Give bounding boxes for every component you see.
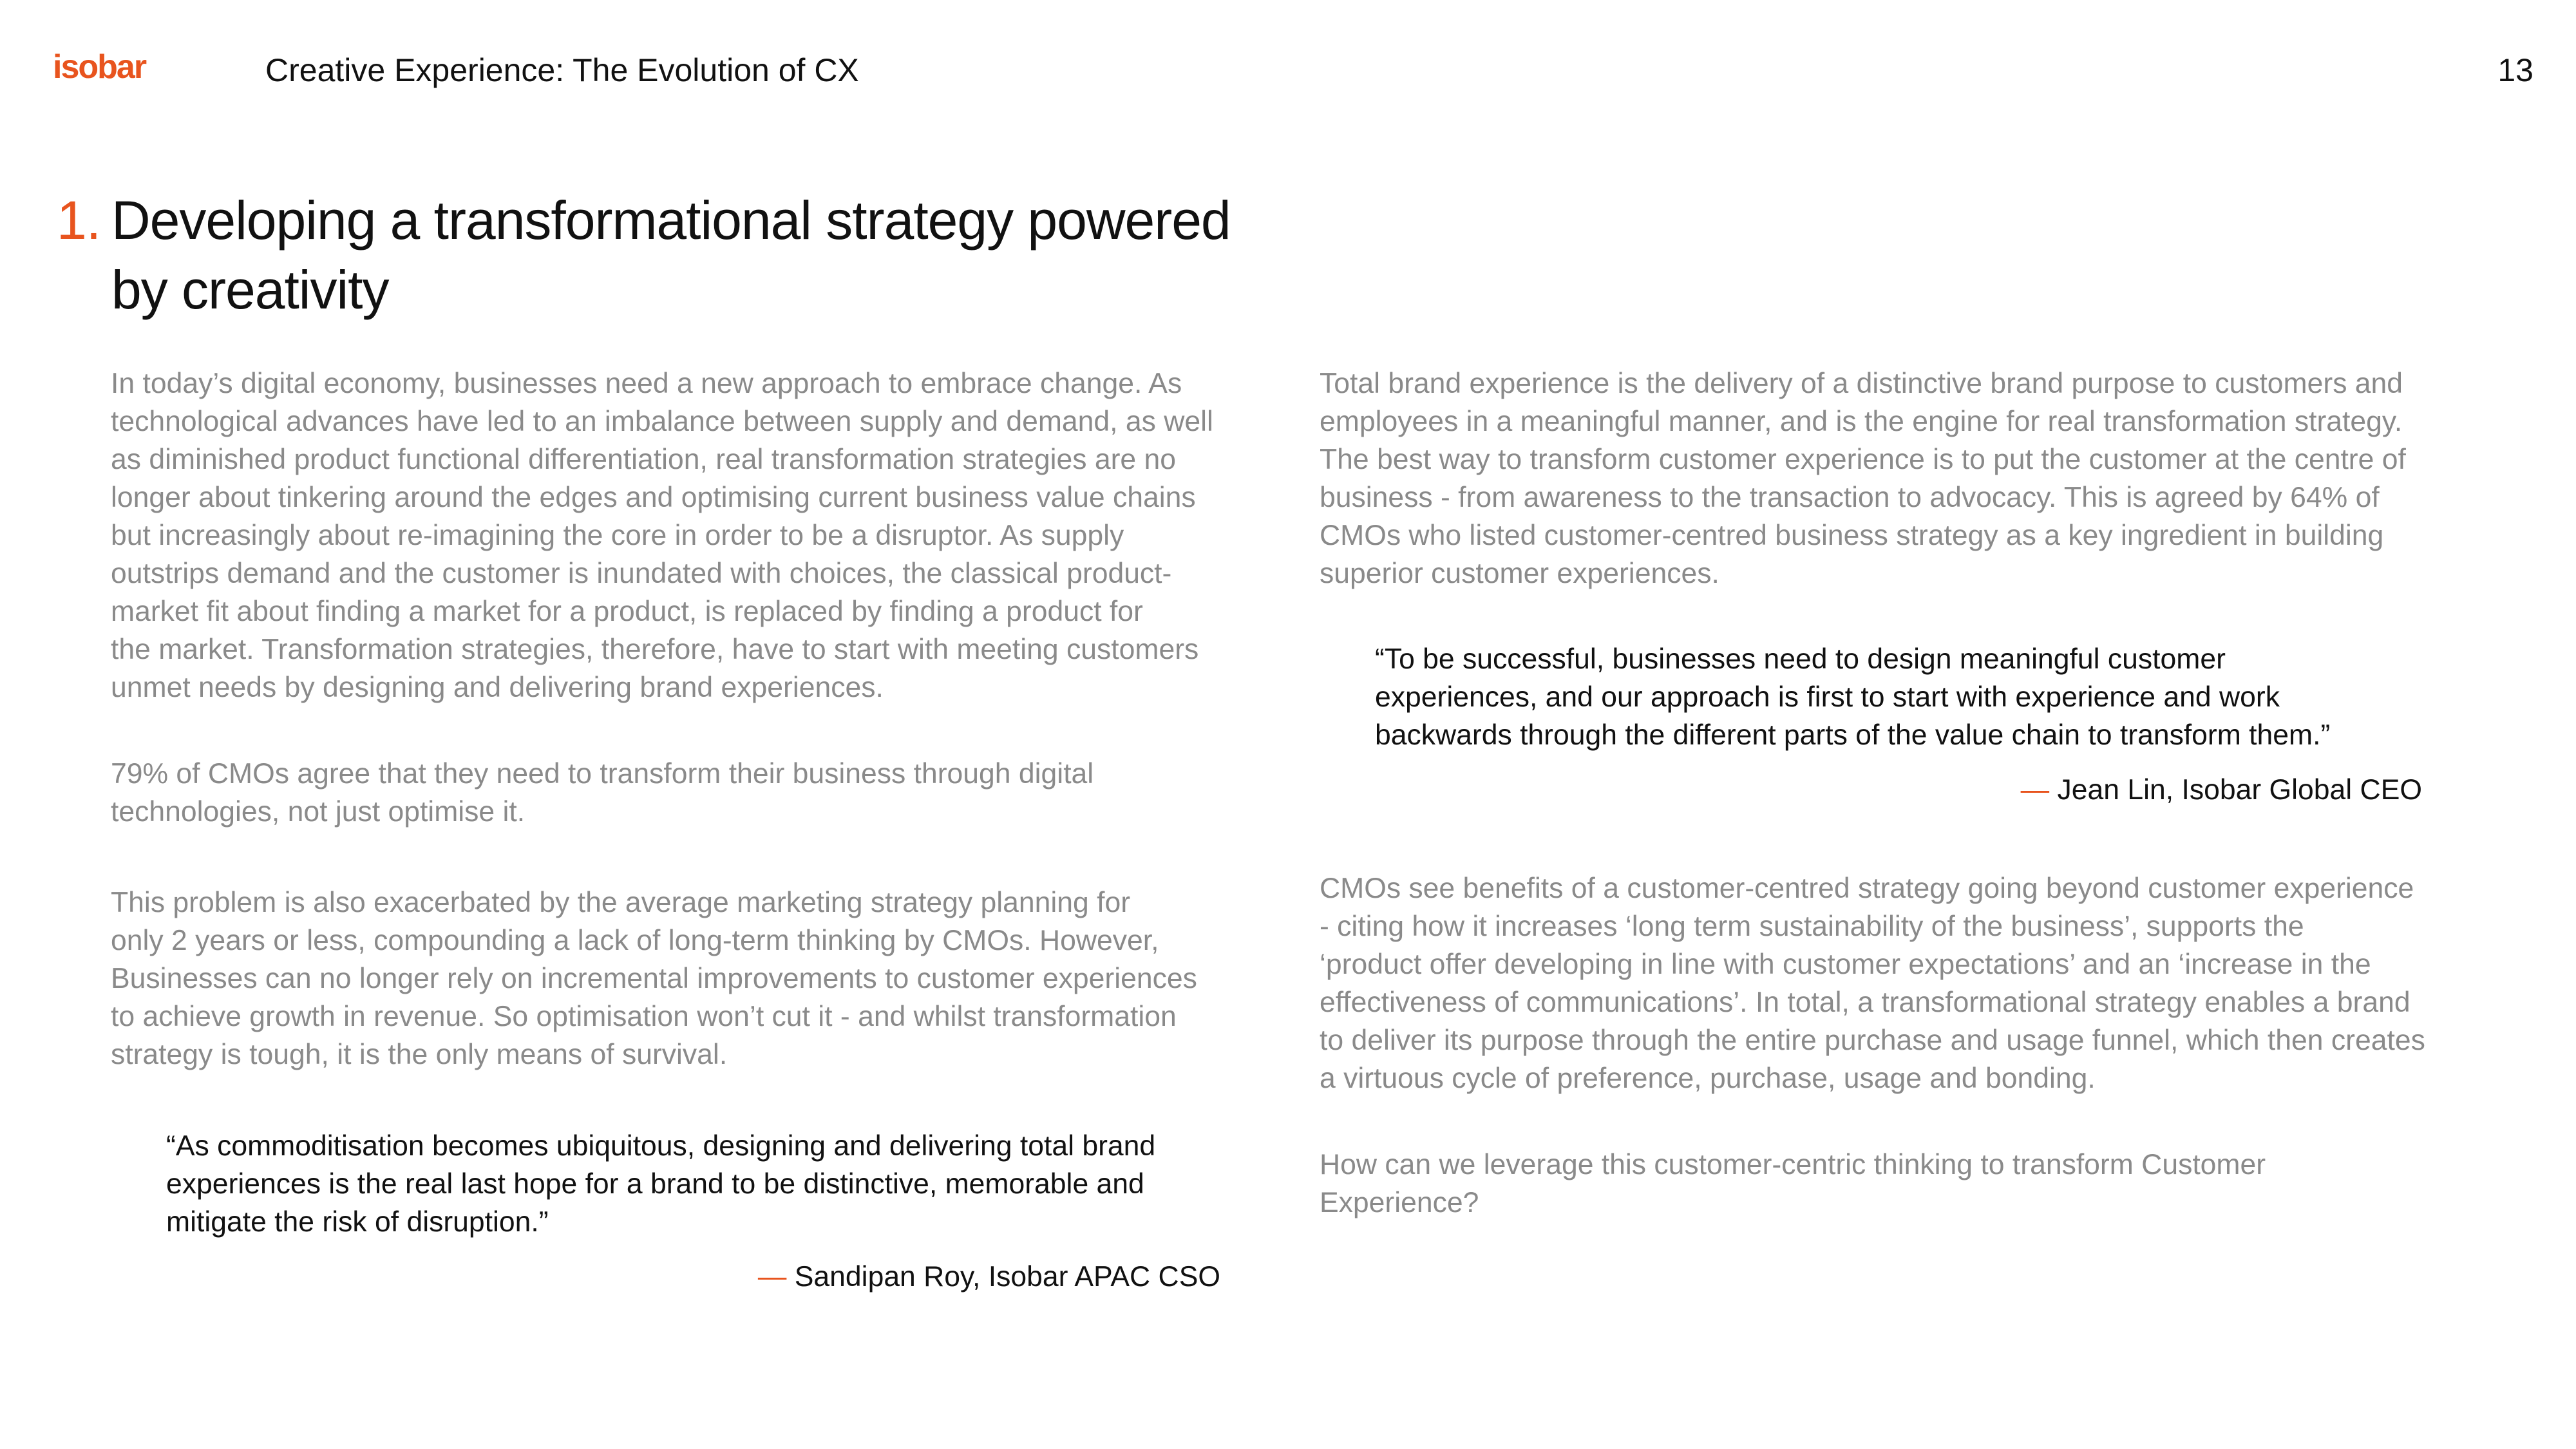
text-line: superior customer experiences.: [1320, 558, 1719, 589]
attribution-name: Jean Lin, Isobar Global CEO: [2057, 774, 2422, 806]
text-line: employees in a meaningful manner, and is the engine for real transformation strategy.: [1320, 406, 2403, 437]
quote-line: experiences, and our approach is first to start with experience and work: [1375, 681, 2280, 713]
left-column: [111, 365, 1289, 1296]
right-paragraph-3: [1320, 1146, 2524, 1222]
document-title: Creative Experience: The Evolution of CX: [265, 52, 859, 88]
text-line: business - from awareness to the transaction to advocacy. This is agreed by 64% of: [1320, 482, 2380, 513]
text-line: CMOs who listed customer-centred business strategy as a key ingredient in building: [1320, 520, 2384, 551]
text-line: strategy is tough, it is the only means of survival.: [111, 1039, 728, 1070]
section-number: 1.: [57, 190, 101, 251]
right-paragraph-2: [1320, 869, 2524, 1097]
text-line: Businesses can no longer rely on incremental improvements to customer experiences: [111, 963, 1197, 994]
quote-line: “As commoditisation becomes ubiquitous, designing and delivering total brand: [166, 1130, 1156, 1162]
quote-line: “To be successful, businesses need to design meaningful customer: [1375, 643, 2226, 675]
text-line: effectiveness of communications’. In total, a transformational strategy enables a brand: [1320, 987, 2410, 1018]
text-line: technological advances have led to an imbalance between supply and demand, as well: [111, 406, 1213, 437]
section-heading: [57, 185, 1280, 325]
text-line: the market. Transformation strategies, therefore, have to start with meeting customers: [111, 634, 1199, 665]
text-line: Total brand experience is the delivery of a distinctive brand purpose to customers and: [1320, 368, 2403, 399]
left-quote-attribution: [111, 1258, 1220, 1296]
text-line: but increasingly about re-imagining the core in order to be a disruptor. As supply: [111, 520, 1124, 551]
text-line: as diminished product functional differentiation, real transformation strategies are no: [111, 444, 1177, 475]
left-paragraph-3: [111, 884, 1289, 1074]
text-line: The best way to transform customer experience is to put the customer at the centre of: [1320, 444, 2406, 475]
text-line: This problem is also exacerbated by the average marketing strategy planning for: [111, 887, 1131, 918]
section-title-line: by creativity: [111, 260, 389, 320]
quote-line: mitigate the risk of disruption.”: [166, 1206, 549, 1238]
quote-line: backwards through the different parts of the value chain to transform them.”: [1375, 719, 2331, 751]
text-line: longer about tinkering around the edges and optimising current business value chains: [111, 482, 1196, 513]
left-quote: [166, 1127, 1289, 1241]
left-paragraph-1: [111, 365, 1289, 706]
text-line: a virtuous cycle of preference, purchase, usage and bonding.: [1320, 1063, 2096, 1094]
text-line: only 2 years or less, compounding a lack of long-term thinking by CMOs. However,: [111, 925, 1159, 956]
attribution-name: Sandipan Roy, Isobar APAC CSO: [794, 1261, 1220, 1293]
right-column: [1320, 365, 2524, 1222]
isobar-logo: isobar: [53, 48, 146, 86]
text-line: market fit about finding a market for a product, is replaced by finding a product for: [111, 596, 1143, 627]
attribution-dash: —: [757, 1261, 787, 1293]
text-line: How can we leverage this customer-centric thinking to transform Customer: [1320, 1149, 2266, 1180]
text-line: to achieve growth in revenue. So optimisation won’t cut it - and whilst transformation: [111, 1001, 1177, 1032]
text-line: ‘product offer developing in line with customer expectations’ and an ‘increase in the: [1320, 949, 2371, 980]
right-quote: [1375, 640, 2524, 754]
right-paragraph-1: [1320, 365, 2524, 592]
section-title-line: Developing a transformational strategy powered: [111, 190, 1231, 251]
text-line: to deliver its purpose through the entire purchase and usage funnel, which then creates: [1320, 1025, 2425, 1056]
attribution-dash: —: [2020, 774, 2050, 806]
text-line: unmet needs by designing and delivering brand experiences.: [111, 672, 884, 703]
text-line: CMOs see benefits of a customer-centred strategy going beyond customer experience: [1320, 873, 2414, 904]
right-quote-attribution: [1320, 771, 2422, 809]
text-line: Experience?: [1320, 1187, 1479, 1218]
page-number: 13: [2497, 52, 2533, 88]
quote-line: experiences is the real last hope for a brand to be distinctive, memorable and: [166, 1168, 1144, 1200]
text-line: - citing how it increases ‘long term sustainability of the business’, supports the: [1320, 911, 2304, 942]
text-line: 79% of CMOs agree that they need to transform their business through digital: [111, 758, 1094, 790]
text-line: In today’s digital economy, businesses need a new approach to embrace change. As: [111, 368, 1182, 399]
text-line: outstrips demand and the customer is inundated with choices, the classical product-: [111, 558, 1172, 589]
left-paragraph-2: [111, 755, 1289, 831]
text-line: technologies, not just optimise it.: [111, 796, 526, 828]
